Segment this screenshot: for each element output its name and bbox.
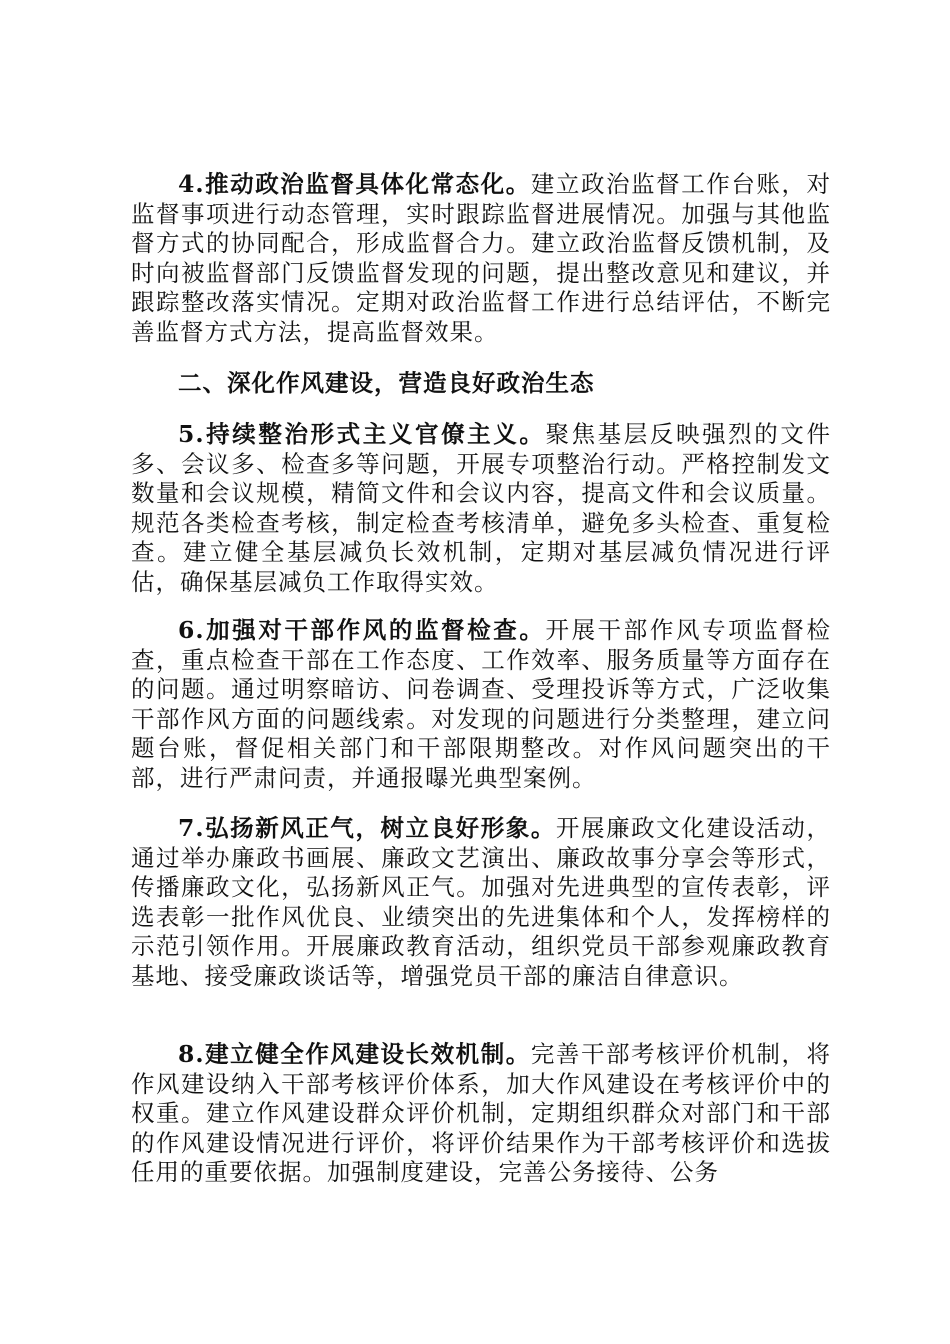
- paragraph-item-4: [131, 170, 831, 347]
- paragraph-body: 完善干部考核评价机制，将作风建设纳入干部考核评价体系，加大作风建设在考核评价中的权重。建立作风建设群众评价机制，定期组织群众对部门和干部的作风建设情况进行评价，将评价结果作为干部考核评价和选拔任用的重要依据。加强制度建设，完善公务接待、公务: [131, 1040, 831, 1186]
- paragraph-item-8: [131, 1040, 831, 1188]
- paragraph-lead: 6.加强对干部作风的监督检查。: [178, 616, 546, 644]
- paragraph-lead: 7.弘扬新风正气，树立良好形象。: [178, 814, 556, 842]
- paragraph-body: 开展干部作风专项监督检查，重点检查干部在工作态度、工作效率、服务质量等方面存在的问题。通过明察暗访、问卷调查、受理投诉等方式，广泛收集干部作风方面的问题线索。对发现的问题进行分类整理，建立问题台账，督促相关部门和干部限期整改。对作风问题突出的干部，进行严肃问责，并通报曝光典型案例。: [131, 616, 831, 792]
- paragraph-item-7: [131, 814, 831, 991]
- paragraph-lead: 8.建立健全作风建设长效机制。: [178, 1040, 531, 1068]
- paragraph-lead: 5.持续整治形式主义官僚主义。: [178, 420, 546, 448]
- paragraph-body: 开展廉政文化建设活动，通过举办廉政书画展、廉政文艺演出、廉政故事分享会等形式，传播廉政文化，弘扬新风正气。加强对先进典型的宣传表彰，评选表彰一批作风优良、业绩突出的先进集体和个人，发挥榜样的示范引领作用。开展廉政教育活动，组织党员干部参观廉政教育基地、接受廉政谈话等，增强党员干部的廉洁自律意识。: [131, 814, 831, 990]
- paragraph-body: 聚焦基层反映强烈的文件多、会议多、检查多等问题，开展专项整治行动。严格控制发文数量和会议规模，精简文件和会议内容，提高文件和会议质量。规范各类检查考核，制定检查考核清单，避免多头检查、重复检查。建立健全基层减负长效机制，定期对基层减负情况进行评估，确保基层减负工作取得实效。: [131, 420, 831, 596]
- section-heading: 二、深化作风建设，营造良好政治生态: [178, 369, 595, 397]
- paragraph-item-6: [131, 616, 831, 793]
- paragraph-item-5: [131, 420, 831, 597]
- paragraph-lead: 4.推动政治监督具体化常态化。: [178, 170, 531, 198]
- paragraph-body: 建立政治监督工作台账，对监督事项进行动态管理，实时跟踪监督进展情况。加强与其他监督方式的协同配合，形成监督合力。建立政治监督反馈机制，及时向被监督部门反馈监督发现的问题，提出整改意见和建议，并跟踪整改落实情况。定期对政治监督工作进行总结评估，不断完善监督方式方法，提高监督效果。: [131, 170, 831, 346]
